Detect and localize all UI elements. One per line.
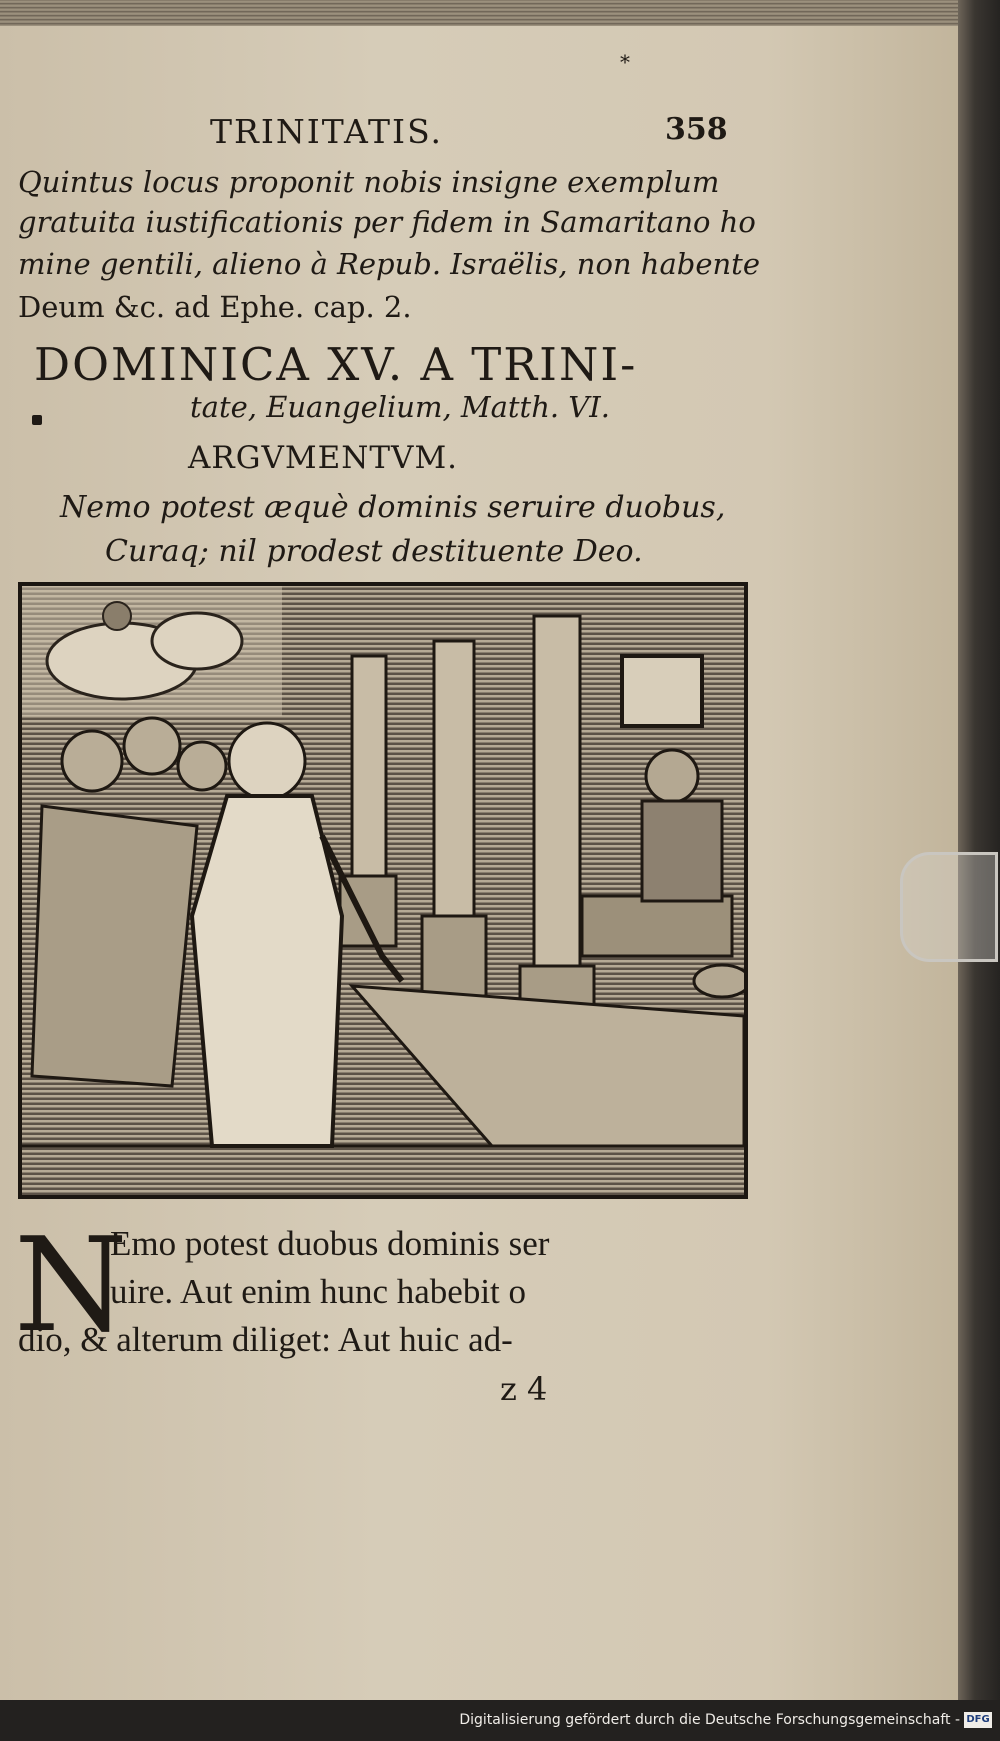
page-stack-top bbox=[0, 0, 958, 26]
page-number: 358 bbox=[665, 112, 728, 147]
intro-line-2: gratuita iustificationis per fidem in Samaritano ho bbox=[18, 205, 756, 239]
margin-mark bbox=[32, 415, 42, 425]
book-binding-edge bbox=[958, 0, 1000, 1700]
intro-line-1: Quintus locus proponit nobis insigne exemplum bbox=[18, 165, 720, 199]
body-line-3: dio, & alterum diliget: Aut huic ad- bbox=[18, 1320, 513, 1359]
body-line-2: uire. Aut enim hunc habebit o bbox=[110, 1272, 527, 1311]
footer-credit: Digitalisierung gefördert durch die Deutsche Forschungsgemeinschaft - bbox=[459, 1712, 960, 1728]
page-clip-icon bbox=[900, 852, 998, 962]
verse-line-1: Nemo potest æquè dominis seruire duobus, bbox=[60, 490, 726, 525]
intro-line-4: Deum &c. ad Ephe. cap. 2. bbox=[18, 290, 412, 324]
dfg-logo: DFG bbox=[964, 1712, 992, 1728]
signature-mark: z 4 bbox=[500, 1370, 548, 1408]
ornament: * bbox=[620, 50, 630, 74]
drop-cap: N bbox=[14, 1209, 128, 1361]
running-head: TRINITATIS. bbox=[210, 112, 444, 151]
gospel-reference: tate, Euangelium, Matth. VI. bbox=[190, 390, 610, 424]
woodcut-illustration-icon bbox=[18, 582, 748, 1199]
body-line-1: Emo potest duobus dominis ser bbox=[110, 1224, 550, 1263]
argumentum-heading: ARGVMENTVM. bbox=[188, 440, 459, 476]
dominica-heading: DOMINICA XV. A TRINI- bbox=[34, 338, 638, 391]
verse-line-2: Curaq; nil prodest destituente Deo. bbox=[105, 534, 643, 569]
intro-line-3: mine gentili, alieno à Repub. Israëlis, non habente bbox=[18, 247, 760, 281]
